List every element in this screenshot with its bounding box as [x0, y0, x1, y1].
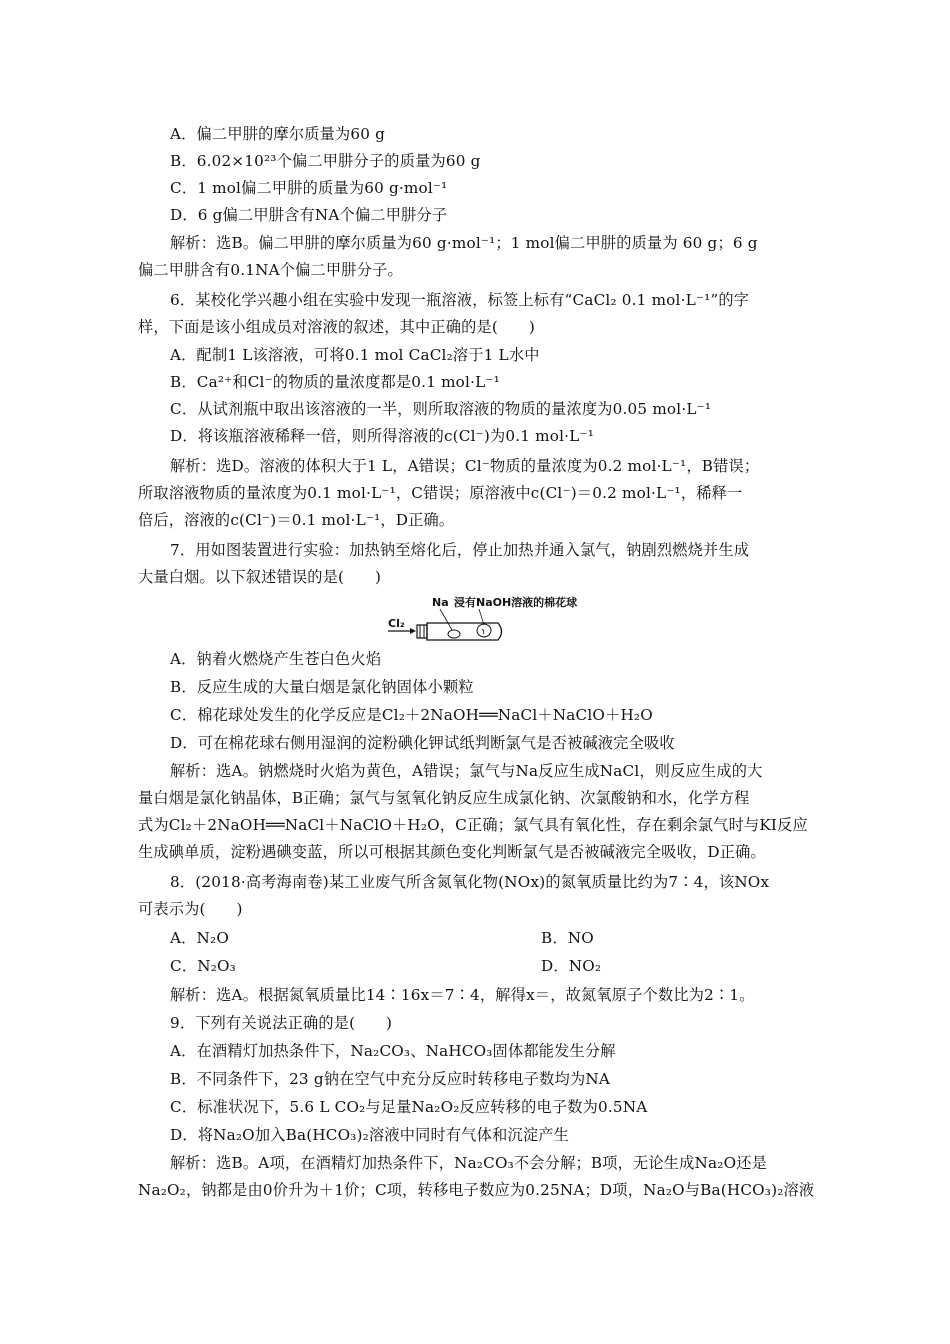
text-line: D．可在棉花球右侧用湿润的淀粉碘化钾试纸判断氯气是否被碱液完全吸收 — [170, 734, 675, 752]
text-line: C．从试剂瓶中取出该溶液的一半，则所取溶液的物质的量浓度为0.05 mol·L⁻¹ — [170, 400, 712, 418]
text-line: 7．用如图装置进行实验：加热钠至熔化后，停止加热并通入氯气，钠剧烈燃烧并生成 — [170, 541, 750, 559]
text-line: 所取溶液物质的量浓度为0.1 mol·L⁻¹，C错误；原溶液中c(Cl⁻)＝0.2 mol·L⁻¹，稀释一 — [138, 484, 743, 502]
arrow-head — [410, 628, 416, 634]
text-line: 解析：选D。溶液的体积大于1 L，A错误；Cl⁻物质的量浓度为0.2 mol·L⁻¹，B错误； — [170, 457, 760, 475]
text-line: Na₂O₂，钠都是由0价升为＋1价；C项，转移电子数应为0.25NA；D项，Na₂O与Ba(HCO₃)₂溶液 — [138, 1181, 815, 1199]
text-line: A．在酒精灯加热条件下，Na₂CO₃、NaHCO₃固体都能发生分解 — [170, 1042, 616, 1060]
text-line: D．将Na₂O加入Ba(HCO₃)₂溶液中同时有气体和沉淀产生 — [170, 1126, 570, 1144]
text-line: C．标准状况下，5.6 L CO₂与足量Na₂O₂反应转移的电子数为0.5NA — [170, 1098, 648, 1116]
figure-label-cl2: Cl₂ — [388, 617, 405, 630]
figure-label-na: Na — [432, 596, 449, 609]
cotton-ball — [477, 624, 491, 637]
stopper — [417, 625, 427, 638]
text-line: 生成碘单质，淀粉遇碘变蓝，所以可根据其颜色变化判断氯气是否被碱液完全吸收，D正确。 — [138, 843, 766, 861]
text-line: 量白烟是氯化钠晶体，B正确；氯气与氢氧化钠反应生成氯化钠、次氯酸钠和水，化学方程 — [138, 789, 750, 807]
na-pointer-line — [440, 609, 452, 630]
text-line: C．棉花球处发生的化学反应是Cl₂＋2NaOH══NaCl＋NaClO＋H₂O — [170, 706, 653, 724]
text-line: 8．(2018·高考海南卷)某工业废气所含氮氧化物(NOx)的氮氧质量比约为7∶4，该NOx — [170, 873, 770, 891]
text-line: B．反应生成的大量白烟是氯化钠固体小颗粒 — [170, 678, 474, 696]
text-line: A．配制1 L该溶液，可将0.1 mol CaCl₂溶于1 L水中 — [170, 346, 540, 364]
text-line: B．6.02×10²³个偏二甲肼分子的质量为60 g — [170, 152, 481, 170]
text-line: A．N₂O — [170, 929, 229, 947]
text-line: 倍后，溶液的c(Cl⁻)＝0.1 mol·L⁻¹，D正确。 — [138, 511, 455, 529]
text-line: 解析：选B。A项，在酒精灯加热条件下，Na₂CO₃不会分解；B项，无论生成Na₂O还是 — [170, 1154, 767, 1172]
text-line: C．N₂O₃ — [170, 957, 236, 975]
text-line: 解析：选A。根据氮氧质量比14∶16x＝7∶4，解得x＝，故氮氧原子个数比为2∶1。 — [170, 986, 755, 1004]
text-line: C．1 mol偏二甲肼的质量为60 g·mol⁻¹ — [170, 179, 448, 197]
text-line: 可表示为( ) — [138, 900, 243, 918]
text-line: D．将该瓶溶液稀释一倍，则所得溶液的c(Cl⁻)为0.1 mol·L⁻¹ — [170, 427, 595, 445]
text-line: A．偏二甲肼的摩尔质量为60 g — [170, 125, 386, 143]
text-line: B．不同条件下，23 g钠在空气中充分反应时转移电子数均为NA — [170, 1070, 610, 1088]
text-line: A．钠着火燃烧产生苍白色火焰 — [170, 650, 382, 668]
text-line: D．6 g偏二甲肼含有NA个偏二甲肼分子 — [170, 206, 448, 224]
sodium-sample — [448, 630, 460, 638]
text-line: 9．下列有关说法正确的是( ) — [170, 1014, 393, 1032]
apparatus-figure — [384, 592, 584, 642]
text-line: 解析：选B。偏二甲肼的摩尔质量为60 g·mol⁻¹；1 mol偏二甲肼的质量为 60 g；6 g — [170, 234, 758, 252]
text-line: 偏二甲肼含有0.1NA个偏二甲肼分子。 — [138, 261, 403, 279]
text-line: 解析：选A。钠燃烧时火焰为黄色，A错误；氯气与Na反应生成NaCl，则反应生成的大 — [170, 762, 763, 780]
text-line: 6．某校化学兴趣小组在实验中发现一瓶溶液，标签上标有“CaCl₂ 0.1 mol·L⁻¹”的字 — [170, 291, 750, 309]
figure-label-cotton: 浸有NaOH溶液的棉花球 — [454, 596, 578, 609]
text-line: B．Ca²⁺和Cl⁻的物质的量浓度都是0.1 mol·L⁻¹ — [170, 373, 500, 391]
text-line: B．NO — [541, 929, 594, 947]
text-line: 样，下面是该小组成员对溶液的叙述，其中正确的是( ) — [138, 318, 535, 336]
text-line: D．NO₂ — [541, 957, 602, 975]
text-line: 大量白烟。以下叙述错误的是( ) — [138, 568, 382, 586]
text-line: 式为Cl₂＋2NaOH══NaCl＋NaClO＋H₂O，C正确；氯气具有氧化性，存在剩余氯气时与KI反应 — [138, 816, 808, 834]
